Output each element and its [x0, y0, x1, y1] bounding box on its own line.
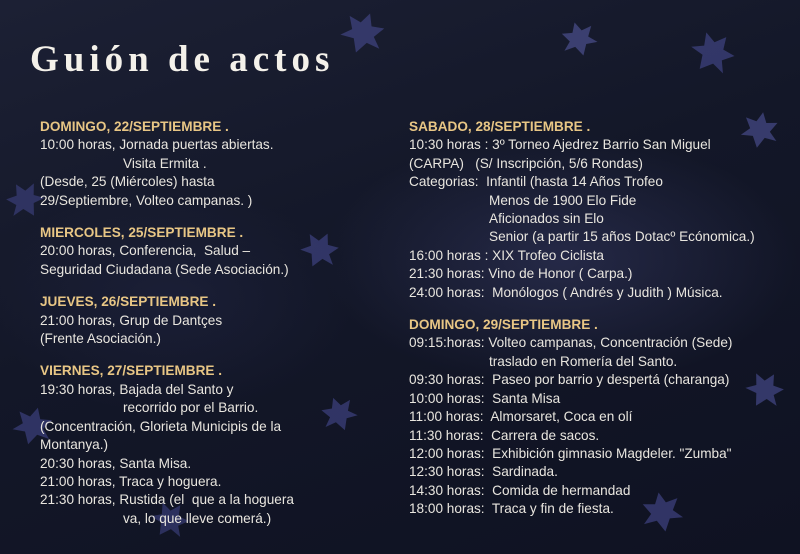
event-line: 10:00 horas: Santa Misa [409, 390, 561, 406]
event-line: 14:30 horas: Comida de hermandad [409, 482, 631, 498]
right-column [409, 118, 789, 533]
event-line: 20:00 horas, Conferencia, Salud – [40, 243, 251, 259]
event-line: (Concentración, Glorieta Municipis de la [40, 418, 282, 434]
left-column [40, 118, 370, 542]
event-line: Visita Ermita . [123, 155, 207, 171]
event-line: 20:30 horas, Santa Misa. [40, 455, 192, 471]
event-line: 11:30 horas: Carrera de sacos. [409, 427, 600, 443]
event-line: 21:30 horas, Rustida (el que a la hoguera [40, 492, 294, 508]
event-line: recorrido por el Barrio. [123, 400, 259, 416]
event-line: 24:00 horas: Monólogos ( Andrés y Judith ) Música. [409, 284, 723, 300]
event-line: 16:00 horas : XIX Trofeo Ciclista [409, 247, 604, 263]
event-day-section [40, 224, 370, 279]
event-line: Aficionados sin Elo [489, 211, 604, 227]
leaf-decoration-icon [556, 16, 603, 63]
event-line: va, lo que lleve comerá.) [123, 510, 272, 526]
event-line: Seguridad Ciudadana (Sede Asociación.) [40, 261, 289, 277]
event-day-section [40, 118, 370, 210]
event-line: 10:00 horas, Jornada puertas abiertas. [40, 137, 274, 153]
day-heading: JUEVES, 26/SEPTIEMBRE . [40, 294, 217, 310]
event-line: 12:30 horas: Sardinada. [409, 464, 558, 480]
event-line: 19:30 horas, Bajada del Santo y [40, 381, 234, 397]
event-line: Montanya.) [40, 437, 109, 453]
event-day-section [40, 362, 370, 528]
event-line: (Frente Asociación.) [40, 331, 161, 347]
leaf-decoration-icon [334, 4, 393, 63]
event-line: 29/Septiembre, Volteo campanas. ) [40, 192, 253, 208]
event-day-section [409, 316, 789, 518]
day-heading: DOMINGO, 29/SEPTIEMBRE . [409, 317, 598, 333]
event-line: 21:00 horas, Grup de Dantçes [40, 312, 223, 328]
event-line: Menos de 1900 Elo Fide [489, 192, 637, 208]
event-line: Categorias: Infantil (hasta 14 Años Trofeo [409, 174, 663, 190]
event-line: 11:00 horas: Almorsaret, Coca en olí [409, 409, 633, 425]
event-line: 21:30 horas: Vino de Honor ( Carpa.) [409, 266, 633, 282]
event-line: traslado en Romería del Santo. [489, 353, 678, 369]
event-line: (CARPA) (S/ Inscripción, 5/6 Rondas) [409, 155, 643, 171]
event-line: (Desde, 25 (Miércoles) hasta [40, 174, 215, 190]
page-title: Guión de actos [30, 39, 335, 80]
leaf-decoration-icon [681, 21, 746, 86]
day-heading: DOMINGO, 22/SEPTIEMBRE . [40, 119, 229, 134]
event-line: 18:00 horas: Traca y fin de fiesta. [409, 501, 614, 517]
day-heading: VIERNES, 27/SEPTIEMBRE . [40, 363, 223, 379]
event-line: 21:00 horas, Traca y hoguera. [40, 473, 222, 489]
day-heading: SABADO, 28/SEPTIEMBRE . [409, 119, 591, 134]
event-line: 09:30 horas: Paseo por barrio y despertá (charanga) [409, 372, 730, 388]
day-heading: MIERCOLES, 25/SEPTIEMBRE . [40, 225, 244, 241]
event-line: 09:15:horas: Volteo campanas, Concentración (Sede) [409, 335, 733, 351]
event-line: 12:00 horas: Exhibición gimnasio Magdeler. "Zumba" [409, 445, 732, 461]
event-line: 10:30 horas : 3º Torneo Ajedrez Barrio San Miguel [409, 137, 711, 153]
event-line: Senior (a partir 15 años Dotacº Ecónomica.) [489, 229, 755, 245]
event-day-section [40, 293, 370, 348]
event-day-section [409, 118, 789, 302]
